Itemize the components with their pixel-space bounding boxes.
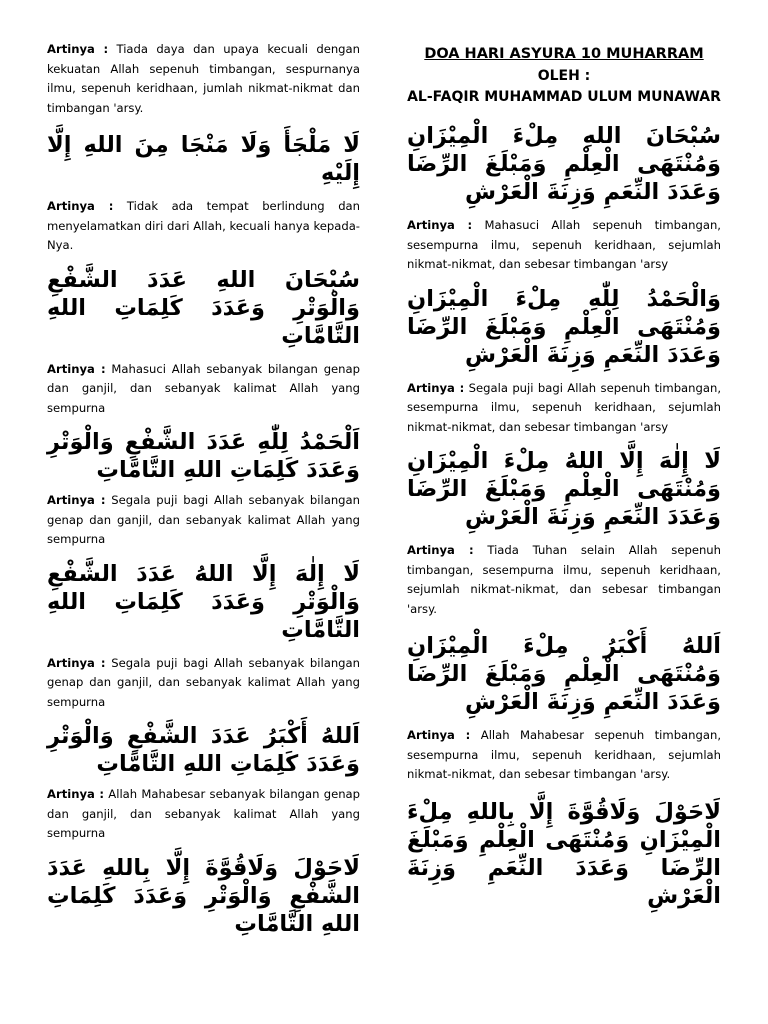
artinya-label: Artinya : [407,728,471,742]
left-column [47,40,360,938]
arabic-prayer-r1: سُبْحَانَ اللهِ مِلْءَ الْمِيْزَانِ وَمُنْتَهَى الْعِلْمِ وَمَبْلَغَ الرِّضَا وَعَدَدَ النِّعَمِ وَزِنَةَ الْعَرْشِ [407,123,721,205]
author-block [407,66,721,108]
arabic-prayer-4: لَا إِلٰهَ إِلَّا اللهُ عَدَدَ الشَّفْعِ وَالْوَتْرِ وَعَدَدَ كَلِمَاتِ اللهِ التَّامَّاتِ [47,560,360,643]
artinya-label: Artinya : [47,493,106,507]
arabic-prayer-r3: لَا إِلٰهَ إِلَّا اللهُ مِلْءَ الْمِيْزَانِ وَمُنْتَهَى الْعِلْمِ وَمَبْلَغَ الرِّضَا وَعَدَدَ النِّعَمِ وَزِنَةَ الْعَرْشِ [407,448,721,530]
translation-r4 [407,726,721,785]
translation-2 [47,197,360,256]
translation-text: Tiada daya dan upaya kecuali dengan kekuatan Allah sepenuh timbangan, sespurnanya ilmu, sepenuh keridhaan, jumlah nikmat-nikmat dan timbangan 'arsy. [47,42,360,115]
translation-text: Allah Mahabesar sepenuh timbangan, sesempurna ilmu, sepenuh keridhaan, sejumlah nikmat-nikmat, dan sebesar timbangan 'arsy. [407,728,722,781]
translation-5 [47,654,360,713]
translation-text: Allah Mahabesar sebanyak bilangan genap dan ganjil, dan sebanyak kalimat Allah yang sempurna [47,787,361,840]
translation-4 [47,491,360,550]
artinya-label: Artinya : [47,787,105,801]
artinya-label: Artinya : [407,543,474,557]
arabic-prayer-3: اَلْحَمْدُ لِلّٰهِ عَدَدَ الشَّفْعِ وَالْوَتْرِ وَعَدَدَ كَلِمَاتِ اللهِ التَّامَّاتِ [47,429,360,483]
by-label: OLEH : [537,68,591,84]
translation-3 [47,360,360,419]
translation-text: Mahasuci Allah sebanyak bilangan genap dan ganjil, dan sebanyak kalimat Allah yang sempurna [47,361,360,415]
artinya-label: Artinya : [47,655,106,670]
arabic-prayer-2: سُبْحَانَ اللهِ عَدَدَ الشَّفْعِ وَالْوَتْرِ وَعَدَدَ كَلِمَاتِ اللهِ التَّامَّاتِ [47,266,360,349]
artinya-label: Artinya : [47,42,109,56]
translation-1 [47,40,360,118]
arabic-prayer-r5: لَاحَوْلَ وَلَاقُوَّةَ إِلَّا بِاللهِ مِلْءَ الْمِيْزَانِ وَمُنْتَهَى الْعِلْمِ وَمَبْلَغَ الرِّضَا وَعَدَدَ النِّعَمِ وَزِنَةَ الْعَرْشِ [407,798,721,909]
artinya-label: Artinya : [407,218,473,232]
author-name: AL-FAQIR MUHAMMAD ULUM MUNAWAR [407,89,721,105]
arabic-prayer-1: لَا مَلْجَأَ وَلَا مَنْجَا مِنَ اللهِ إِلَّا إِلَيْهِ [47,132,360,186]
arabic-prayer-6: لَاحَوْلَ وَلَاقُوَّةَ إِلَّا بِاللهِ عَدَدَ الشَّفْعِ وَالْوَتْرِ وَعَدَدَ كَلِمَاتِ اللهِ التَّامَّاتِ [47,854,360,937]
translation-text: Mahasuci Allah sepenuh timbangan, sesempurna ilmu, sepenuh keridhaan, sejumlah nikmat-nikmat, dan sebesar timbangan 'arsy [407,218,721,271]
artinya-label: Artinya : [407,380,465,395]
translation-text: Segala puji bagi Allah sebanyak bilangan genap dan ganjil, dan sebanyak kalimat Allah yang sempurna [47,493,360,546]
document-title: DOA HARI ASYURA 10 MUHARRAM [424,46,704,62]
arabic-prayer-r4: اَللهُ أَكْبَرُ مِلْءَ الْمِيْزَانِ وَمُنْتَهَى الْعِلْمِ وَمَبْلَغَ الرِّضَا وَعَدَدَ النِّعَمِ وَزِنَةَ الْعَرْشِ [407,633,721,715]
translation-text: Segala puji bagi Allah sepenuh timbangan, sesempurna ilmu, sepenuh keridhaan, sejumlah nikmat-nikmat, dan sebesar timbangan 'arsy [407,380,722,434]
arabic-prayer-5: اَللهُ أَكْبَرُ عَدَدَ الشَّفْعِ وَالْوَتْرِ وَعَدَدَ كَلِمَاتِ اللهِ التَّامَّاتِ [47,723,360,777]
translation-6 [47,785,360,844]
translation-text: Tidak ada tempat berlindung dan menyelamatkan diri dari Allah, kecuali hanya kepada-Nya. [47,199,361,252]
artinya-label: Artinya : [47,361,106,376]
right-column [407,40,721,910]
translation-text: Segala puji bagi Allah sebanyak bilangan genap dan ganjil, dan sebanyak kalimat Allah yang sempurna [47,655,360,709]
translation-r1 [407,216,721,275]
translation-r2 [407,379,721,438]
arabic-prayer-r2: وَالْحَمْدُ لِلّٰهِ مِلْءَ الْمِيْزَانِ وَمُنْتَهَى الْعِلْمِ وَمَبْلَغَ الرِّضَا وَعَدَدَ النِّعَمِ وَزِنَةَ الْعَرْشِ [407,285,721,368]
translation-r3 [407,541,721,619]
artinya-label: Artinya : [47,199,114,213]
translation-text: Tiada Tuhan selain Allah sepenuh timbangan, sesempurna ilmu, sepenuh keridhaan, sejumlah nikmat-nikmat, dan sebesar timbangan 'arsy. [407,543,721,616]
